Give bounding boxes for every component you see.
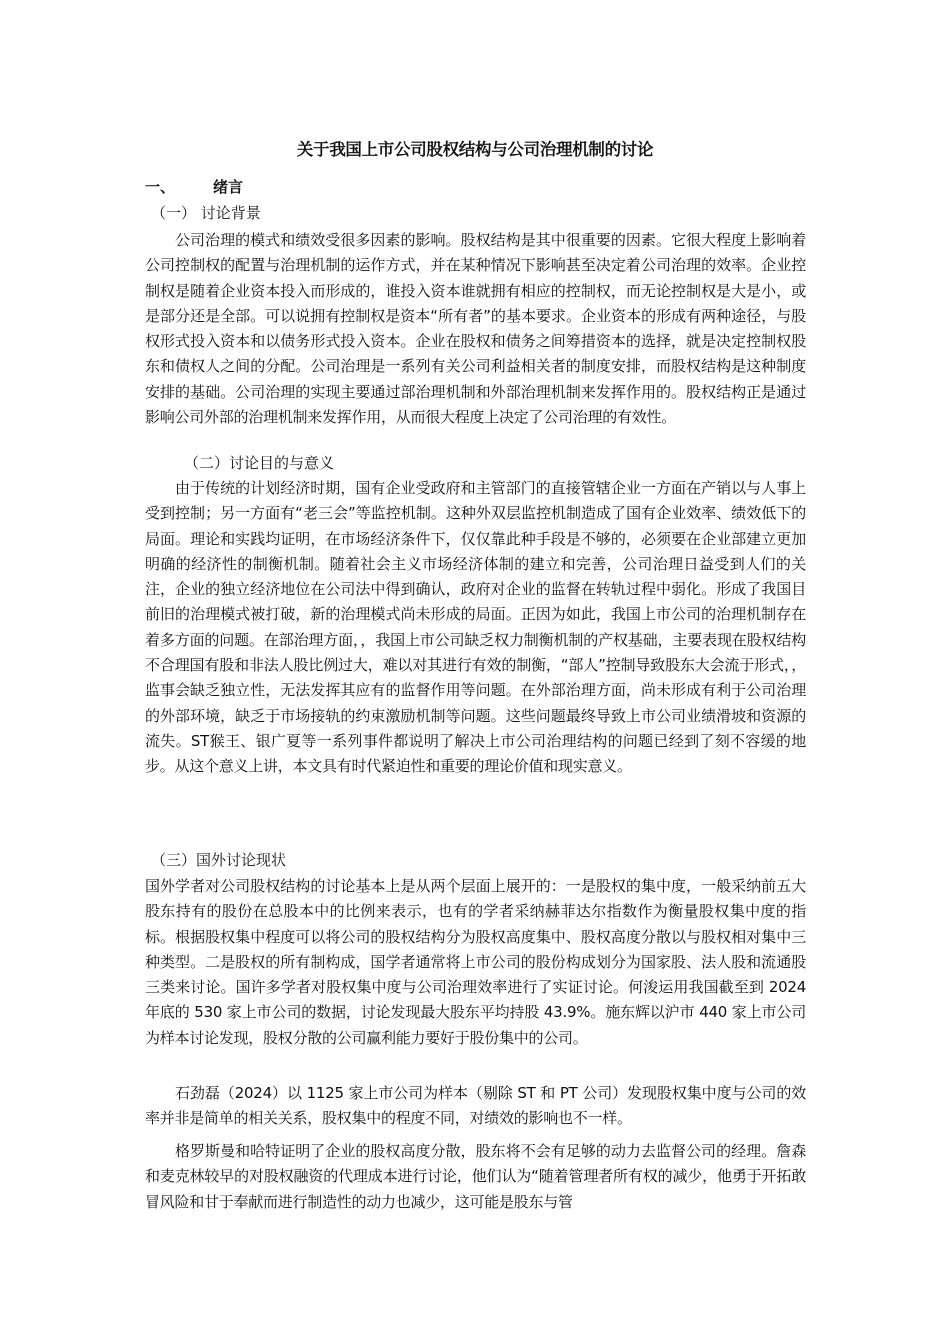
paragraph-foreign-research-2: 石劲磊（2024）以 1125 家上市公司为样本（剔除 ST 和 PT 公司）发现股权集中度与公司的效率并非是简单的相关关系，股权集中的程度不同，对绩效的影响也不一样。 (145, 1084, 806, 1128)
section-title: 绪言 (213, 178, 244, 196)
subsection-heading-purpose: （二）讨论目的与意义 (184, 454, 335, 472)
subsection-heading-background: （一） 讨论背景 (151, 204, 261, 222)
paragraph-purpose: 由于传统的计划经济时期，国有企业受政府和主管部门的直接管辖企业一方面在产销以与人事上受到控制；另一方面有“老三会”等监控机制。这种外双层监控机制造成了国有企业效率、绩效低下的局面。理论和实践均证明，在市场经济条件下，仅仅靠此种手段是不够的，必须要在企业部建立更加明确的经济性的制衡机制。随着社会主义市场经济体制的建立和完善，公司治理日益受到人们的关注，企业的独立经济地位在公司法中得到确认，政府对企业的监督在转轨过程中弱化。形成了我国目前旧的治理模式被打破，新的治理模式尚未形成的局面。正因为如此，我国上市公司的治理机制存在着多方面的问题。在部治理方面，，我国上市公司缺乏权力制衡机制的产权基础，主要表现在股权结构不合理国有股和非法人股比例过大，难以对其进行有效的制衡，“部人”控制导致股东大会流于形式，，监事会缺乏独立性，无法发挥其应有的监督作用等问题。在外部治理方面，尚未形成有利于公司治理的外部环境，缺乏于市场接轨的约束激励机制等问题。这些问题最终导致上市公司业绩滑坡和资源的流失。ST猴王、银广夏等一系列事件都说明了解决上市公司治理结构的问题已经到了刻不容缓的地步。从这个意义上讲，本文具有时代紧迫性和重要的理论价值和现实意义。 (145, 479, 806, 776)
section-number: 一、 (145, 178, 176, 196)
paragraph-foreign-research-1: 国外学者对公司股权结构的讨论基本上是从两个层面上展开的：一是股权的集中度，一般采纳前五大股东持有的股份在总股本中的比例来表示，也有的学者采纳赫菲达尔指数作为衡量股权集中度的指标。根据股权集中程度可以将公司的股权结构分为股权高度集中、股权高度分散以与股权相对集中三种类型。二是股权的所有制构成，国学者通常将上市公司的股份构成划分为国家股、法人股和流通股三类来讨论。国许多学者对股权集中度与公司治理效率进行了实证讨论。何浚运用我国截至到 2024 年底的 530 家上市公司的数据，讨论发现最大股东平均持股 43.9%。施东辉以沪市 440 家上市公司为样本讨论发现，股权分散的公司赢利能力要好于股份集中的公司。 (145, 877, 806, 1047)
document-title: 关于我国上市公司股权结构与公司治理机制的讨论 (296, 140, 654, 159)
paragraph-background: 公司治理的模式和绩效受很多因素的影响。股权结构是其中很重要的因素。它很大程度上影响着公司控制权的配置与治理机制的运作方式，并在某种情况下影响甚至决定着公司治理的效率。企业控制权是随着企业资本投入而形成的，谁投入资本谁就拥有相应的控制权，而无论控制权是大是小，或是部分还是全部。可以说拥有控制权是资本“所有者”的基本要求。企业资本的形成有两种途径，与股权形式投入资本和以债务形式投入资本。企业在股权和债务之间筹措资本的选择，就是决定控制权股东和债权人之间的分配。公司治理是一系列有关公司利益相关者的制度安排，而股权结构是这种制度安排的基础。公司治理的实现主要通过部治理机制和外部治理机制来发挥作用的。股权结构正是通过影响公司外部的治理机制来发挥作用，从而很大程度上决定了公司治理的有效性。 (145, 231, 806, 427)
subsection-heading-foreign-research: （三）国外讨论现状 (151, 851, 287, 869)
paragraph-foreign-research-3: 格罗斯曼和哈特证明了企业的股权高度分散，股东将不会有足够的动力去监督公司的经理。詹森和麦克林较早的对股权融资的代理成本进行讨论，他们认为“随着管理者所有权的减少，他勇于开拓敢冒风险和甘于奉献而进行制造性的动力也减少，这可能是股东与管 (145, 1142, 806, 1211)
section-heading-introduction (145, 177, 243, 197)
